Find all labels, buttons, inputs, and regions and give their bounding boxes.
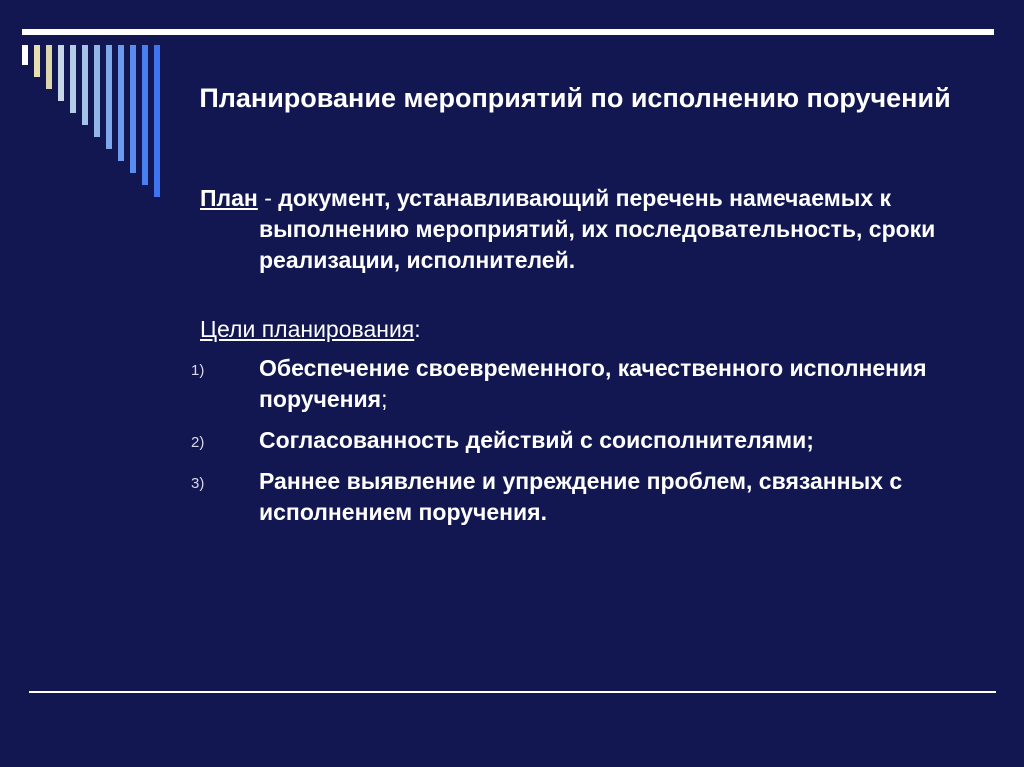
bottom-rule xyxy=(29,691,996,693)
list-item-tail: ; xyxy=(381,386,388,412)
list-item-text: Согласованность действий с соисполнителями; xyxy=(259,427,814,453)
stripe xyxy=(118,45,124,161)
definition-term: План xyxy=(200,185,258,211)
stripe xyxy=(22,45,28,65)
definition-separator: - xyxy=(257,185,279,211)
slide-title: Планирование мероприятий по исполнению поручений xyxy=(199,83,951,113)
stripe xyxy=(70,45,76,113)
stripe xyxy=(106,45,112,149)
stripe xyxy=(46,45,52,89)
definition-text: документ, устанавливающий перечень намечаемых к выполнению мероприятий, их последовательность, сроки реализации, исполнителей. xyxy=(259,185,936,273)
list-number: 3) xyxy=(191,475,205,492)
top-rule xyxy=(22,29,994,35)
goals-heading-colon: : xyxy=(414,316,421,342)
definition-paragraph xyxy=(200,183,960,276)
list-number: 2) xyxy=(191,434,205,451)
stripe xyxy=(94,45,100,137)
goals-heading xyxy=(200,314,960,345)
stripe xyxy=(142,45,148,185)
list-number: 1) xyxy=(191,362,205,379)
list-item-text: Раннее выявление и упреждение проблем, связанных с исполнением поручения. xyxy=(259,468,903,525)
list-item xyxy=(191,466,960,528)
goals-heading-text: Цели планирования xyxy=(200,316,415,342)
stripe xyxy=(154,45,160,197)
stripe xyxy=(58,45,64,101)
list-item xyxy=(191,353,960,415)
stripe xyxy=(34,45,40,77)
slide-body xyxy=(191,183,960,538)
stripe xyxy=(130,45,136,173)
list-item-text: Обеспечение своевременного, качественного исполнения поручения xyxy=(259,355,927,412)
stripe xyxy=(82,45,88,125)
list-item xyxy=(191,425,960,456)
